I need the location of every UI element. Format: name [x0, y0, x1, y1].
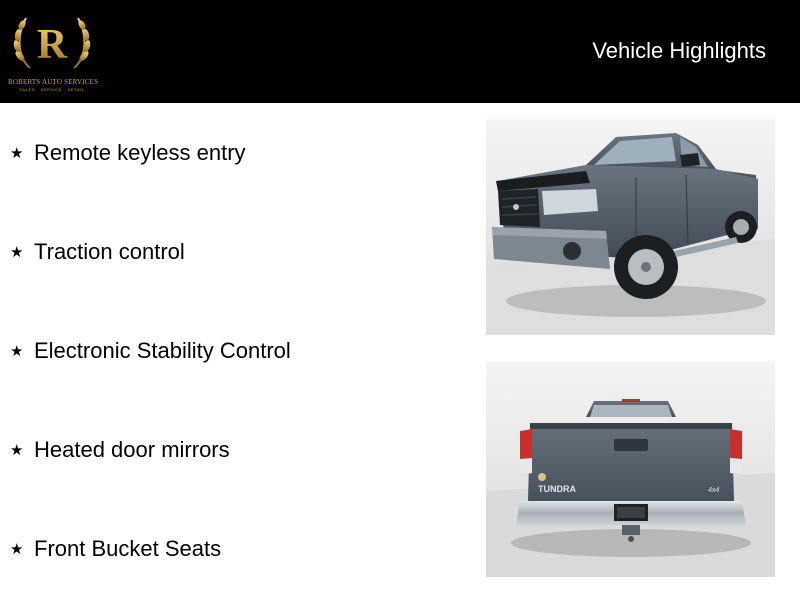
- svg-text:R: R: [36, 22, 68, 68]
- logo-name: ROBERTS AUTO SERVICES: [8, 78, 99, 86]
- feature-item: [10, 435, 230, 465]
- header-bar: [0, 0, 800, 103]
- feature-item: [10, 138, 246, 168]
- star-icon: ★: [10, 441, 24, 459]
- svg-text:4x4: 4x4: [708, 487, 720, 494]
- feature-label: Traction control: [34, 239, 185, 264]
- feature-item: [10, 237, 185, 267]
- feature-item: [10, 336, 291, 366]
- feature-item: [10, 534, 221, 564]
- feature-list: [0, 103, 470, 600]
- star-icon: ★: [10, 144, 24, 162]
- feature-label: Heated door mirrors: [34, 437, 230, 462]
- vehicle-rear-photo[interactable]: [486, 361, 775, 577]
- feature-label: Remote keyless entry: [34, 140, 246, 165]
- vehicle-front-photo[interactable]: [486, 119, 775, 335]
- dealer-logo[interactable]: [8, 6, 99, 96]
- laurel-wreath-icon: [8, 6, 96, 78]
- star-icon: ★: [10, 540, 24, 558]
- feature-label: Front Bucket Seats: [34, 536, 222, 561]
- feature-label: Electronic Stability Control: [34, 338, 291, 363]
- logo-tagline: SALES · SERVICE · DETAIL: [19, 87, 85, 92]
- page-title: Vehicle Highlights: [592, 38, 766, 63]
- svg-text:TUNDRA: TUNDRA: [538, 484, 576, 494]
- star-icon: ★: [10, 243, 24, 261]
- star-icon: ★: [10, 342, 24, 360]
